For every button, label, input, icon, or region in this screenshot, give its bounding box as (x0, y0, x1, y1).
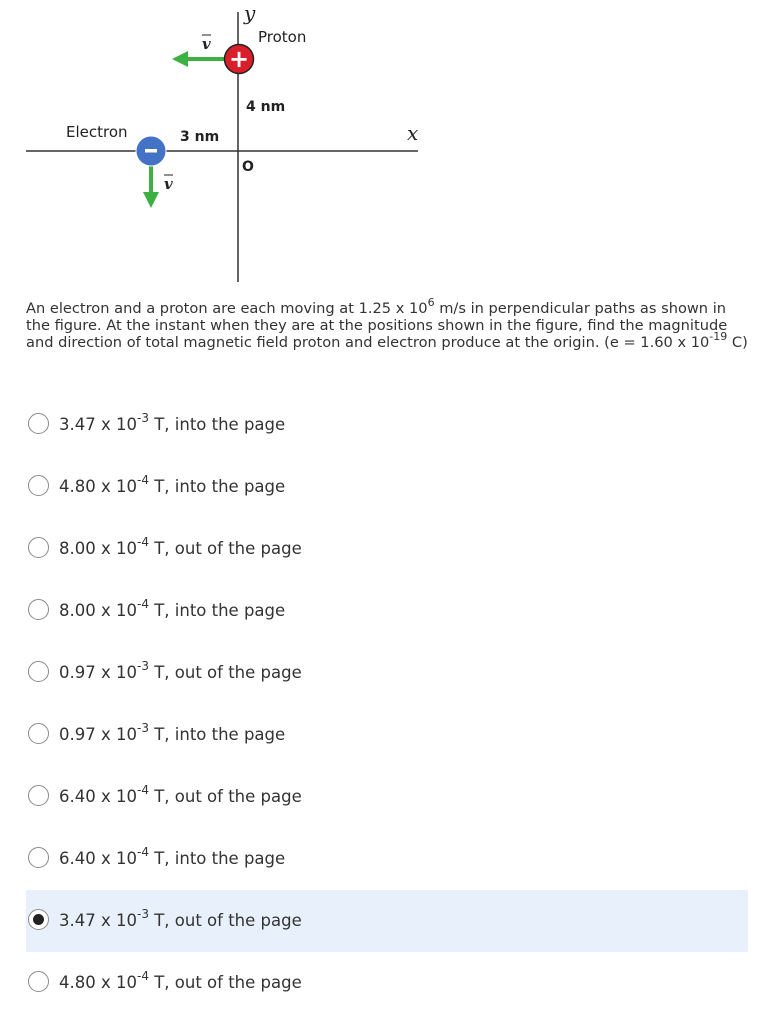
answer-option-label[interactable] (59, 410, 286, 437)
proton-distance-label: 4 nm (246, 99, 286, 115)
radio-button[interactable] (28, 599, 49, 620)
answer-option-label[interactable] (59, 720, 286, 747)
electron-label: Electron (66, 123, 128, 141)
answer-mantissa: 3.47 x 10 (59, 911, 137, 930)
radio-selected-dot-icon (33, 914, 44, 925)
answer-exponent: -3 (137, 720, 149, 735)
electron-velocity-label: v (164, 175, 173, 193)
radio-button[interactable] (28, 413, 49, 434)
answer-option-label[interactable] (59, 534, 302, 561)
answer-exponent: -4 (137, 782, 149, 797)
question-part-1: An electron and a proton are each moving at 1.25 x 10 (26, 300, 428, 317)
answer-unit-direction: T, into the page (148, 415, 286, 434)
answer-option[interactable] (26, 766, 748, 828)
radio-button[interactable] (28, 971, 49, 992)
answer-unit-direction: T, into the page (148, 849, 286, 868)
answer-option[interactable] (26, 952, 748, 1014)
answer-option[interactable] (26, 828, 748, 890)
question-part-2: m/s in perpendicular paths as shown in the figure. At the instant when they are at the positions shown in the figure, find the magnitude and direction of total magnetic field proton and electron produce at the origin. (e = 1.60 x 10 (26, 300, 728, 351)
proton-label: Proton (258, 28, 307, 46)
speed-exponent: 6 (427, 296, 435, 310)
answer-exponent: -4 (137, 968, 149, 983)
answer-exponent: -3 (137, 410, 149, 425)
answer-option[interactable] (26, 518, 748, 580)
answer-option-label[interactable] (59, 782, 302, 809)
proton-velocity-label: v (202, 35, 211, 53)
answer-unit-direction: T, out of the page (148, 973, 302, 992)
answer-exponent: -4 (137, 472, 149, 487)
answer-option-label[interactable] (59, 844, 286, 871)
radio-button[interactable] (28, 475, 49, 496)
origin-label: O (242, 159, 254, 175)
answer-unit-direction: T, out of the page (148, 911, 302, 930)
answer-option-label[interactable] (59, 968, 302, 995)
answer-mantissa: 8.00 x 10 (59, 601, 137, 620)
answer-mantissa: 8.00 x 10 (59, 539, 137, 558)
proton-sign: + (228, 45, 250, 73)
answer-mantissa: 6.40 x 10 (59, 787, 137, 806)
charge-exponent: -19 (709, 330, 728, 344)
electron-sign (145, 149, 157, 153)
radio-button[interactable] (28, 847, 49, 868)
answer-option[interactable] (26, 642, 748, 704)
answer-exponent: -4 (137, 596, 149, 611)
answer-mantissa: 0.97 x 10 (59, 725, 137, 744)
radio-button[interactable] (28, 723, 49, 744)
y-axis-label: y (244, 1, 256, 25)
question-part-3: C) (727, 334, 748, 351)
x-axis-label: x (407, 121, 419, 145)
answer-unit-direction: T, out of the page (148, 787, 302, 806)
answer-option[interactable] (26, 890, 748, 952)
answer-mantissa: 4.80 x 10 (59, 973, 137, 992)
answer-option-label[interactable] (59, 658, 302, 685)
answer-option-label[interactable] (59, 906, 302, 933)
radio-button[interactable] (28, 785, 49, 806)
answer-unit-direction: T, into the page (148, 477, 286, 496)
answer-exponent: -3 (137, 906, 149, 921)
answer-mantissa: 6.40 x 10 (59, 849, 137, 868)
answer-exponent: -4 (137, 844, 149, 859)
answer-mantissa: 3.47 x 10 (59, 415, 137, 434)
physics-figure (0, 0, 770, 290)
radio-button-selected[interactable] (28, 909, 49, 930)
answer-option[interactable] (26, 704, 748, 766)
answer-option[interactable] (26, 580, 748, 642)
radio-button[interactable] (28, 537, 49, 558)
answer-unit-direction: T, into the page (148, 601, 286, 620)
electron-distance-label: 3 nm (180, 129, 220, 145)
question-text (26, 296, 751, 351)
radio-button[interactable] (28, 661, 49, 682)
answer-option-label[interactable] (59, 596, 286, 623)
answer-mantissa: 4.80 x 10 (59, 477, 137, 496)
answer-unit-direction: T, into the page (148, 725, 286, 744)
answer-unit-direction: T, out of the page (148, 539, 302, 558)
answer-exponent: -4 (137, 534, 149, 549)
answer-mantissa: 0.97 x 10 (59, 663, 137, 682)
answer-option-label[interactable] (59, 472, 286, 499)
answer-exponent: -3 (137, 658, 149, 673)
answer-unit-direction: T, out of the page (148, 663, 302, 682)
answer-option[interactable] (26, 456, 748, 518)
answer-option[interactable] (26, 394, 748, 456)
